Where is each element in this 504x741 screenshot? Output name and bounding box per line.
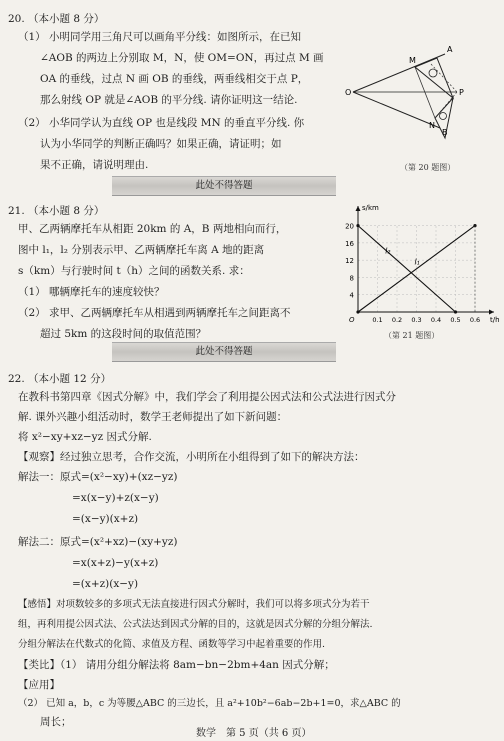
series-label-l1: l₁ bbox=[414, 257, 420, 267]
y-tick-label: 4 bbox=[349, 291, 354, 300]
x-axis-label: t/h bbox=[490, 316, 500, 324]
q21-caption: （第 21 题图） bbox=[384, 331, 440, 340]
no-answer-band: 此处不得答题 bbox=[112, 342, 336, 362]
q20-line: （2） 小华同学认为直线 OP 也是线段 MN 的垂直平分线. 你 bbox=[18, 117, 305, 129]
q21-line: s（km）与行驶时间 t（h）之间的函数关系. 求： bbox=[18, 265, 250, 277]
x-axis-arrow bbox=[489, 310, 494, 315]
label-p: P bbox=[459, 88, 464, 97]
series-point bbox=[356, 310, 359, 313]
q22-method2: =x(x+z)−y(x+z) bbox=[72, 557, 159, 569]
y-axis-arrow bbox=[356, 206, 361, 211]
q22-apply: （2） 已知 a，b，c 为等腰△ABC 的三边长，且 a²+10b²−6ab−2b+1=0，求△ABC 的 bbox=[18, 698, 401, 709]
q20-line: 那么射线 OP 就是∠AOB 的平分线. 请你证明这一结论. bbox=[40, 94, 298, 106]
q22-method1: =(x−y)(x+z) bbox=[72, 513, 139, 525]
q21-line: 超过 5km 的这段时间的取值范围？ bbox=[40, 328, 207, 340]
label-m: M bbox=[409, 56, 416, 65]
q22-insight: 组，再利用提公因式法、公式法达到因式分解的目的，这就是因式分解的分组分解法. bbox=[18, 619, 373, 630]
q22-method2: =(x+z)(x−y) bbox=[72, 578, 139, 590]
x-tick-label: 0.6 bbox=[469, 316, 481, 324]
x-tick-label: 0.2 bbox=[391, 316, 403, 324]
q22-intro: 将 x²−xy+xz−yz 因式分解. bbox=[18, 431, 152, 443]
label-n: N bbox=[429, 121, 435, 130]
ray-oa bbox=[353, 54, 445, 92]
series-point bbox=[454, 310, 457, 313]
q22-method1: =x(x−y)+z(x−y) bbox=[72, 492, 159, 504]
q20-line: 果不正确，请说明理由. bbox=[40, 159, 149, 171]
origin-label: O bbox=[349, 316, 355, 324]
q22-intro: 在教科书第四章《因式分解》中，我们学会了利用提公因式法和公式法进行因式分 bbox=[18, 391, 396, 403]
q21-line: （1） 哪辆摩托车的速度较快？ bbox=[18, 286, 165, 298]
x-tick-label: 0.4 bbox=[430, 316, 442, 324]
q22-method1: 解法一：原式=(x²−xy)+(xz−yz) bbox=[18, 471, 178, 483]
y-tick-label: 8 bbox=[349, 274, 354, 283]
q21-line: （2） 求甲、乙两辆摩托车从相遇到两辆摩托车之间距离不 bbox=[18, 307, 291, 319]
q20-header: 20. （本小题 8 分） bbox=[8, 13, 105, 25]
x-tick-label: 0.3 bbox=[411, 316, 422, 324]
label-b: B bbox=[442, 128, 448, 137]
q22-observe: 【观察】经过独立思考，合作交流，小明所在小组得到了如下的解决方法： bbox=[18, 451, 365, 463]
q22-insight: 分组分解法在代数式的化简、求值及方程、函数等学习中起着重要的作用. bbox=[18, 639, 326, 650]
series-line-2 bbox=[358, 226, 456, 312]
y-tick-label: 12 bbox=[345, 257, 354, 266]
q21-header: 21. （本小题 8 分） bbox=[8, 205, 105, 217]
label-o: O bbox=[345, 88, 352, 97]
q22-intro: 解. 课外兴趣小组活动时，数学王老师提出了如下新问题： bbox=[18, 411, 288, 423]
q20-line: ∠AOB 的两边上分别取 M，N，使 OM=ON，再过点 M 画 bbox=[40, 52, 324, 64]
q21-line: 图中 l₁，l₂ 分别表示甲、乙两辆摩托车离 A 地的距离 bbox=[18, 244, 265, 256]
x-tick-label: 0.5 bbox=[450, 316, 461, 324]
q20-line: OA 的垂线，过点 N 画 OB 的垂线，两垂线相交于点 P， bbox=[40, 73, 309, 85]
q20-caption: （第 20 题图） bbox=[400, 163, 456, 172]
q22-apply: 周长； bbox=[40, 716, 72, 728]
y-axis-label: s/km bbox=[362, 204, 379, 212]
q20-figure bbox=[345, 42, 495, 160]
q22-apply-tag: 【应用】 bbox=[18, 679, 60, 691]
page-footer: 数学 第 5 页（共 6 页） bbox=[196, 728, 312, 739]
series-point bbox=[356, 224, 359, 227]
q20-line: 认为小华同学的判断正确吗？如果正确，请证明；如 bbox=[40, 138, 282, 150]
q22-method2: 解法二：原式=(x²+xz)−(xy+yz) bbox=[18, 536, 178, 548]
no-answer-band: 此处不得答题 bbox=[112, 176, 336, 196]
series-label-l2: l₂ bbox=[385, 246, 391, 256]
q22-practice: 【类比】（1） 请用分组分解法将 8am−bn−2bm+4an 因式分解； bbox=[18, 659, 335, 671]
q21-chart bbox=[338, 200, 500, 328]
q22-header: 22. （本小题 12 分） bbox=[8, 373, 112, 385]
y-tick-label: 16 bbox=[345, 239, 354, 248]
q22-insight: 【感悟】对项数较多的多项式无法直接进行因式分解时，我们可以将多项式分为若干 bbox=[18, 599, 370, 610]
q20-line: （1） 小明同学用三角尺可以画角平分线：如图所示，在已知 bbox=[18, 31, 302, 43]
label-a: A bbox=[447, 45, 453, 54]
q21-line: 甲、乙两辆摩托车从相距 20km 的 A，B 两地相向而行， bbox=[18, 223, 287, 235]
x-tick-label: 0.1 bbox=[372, 316, 383, 324]
y-tick-label: 20 bbox=[345, 222, 354, 231]
